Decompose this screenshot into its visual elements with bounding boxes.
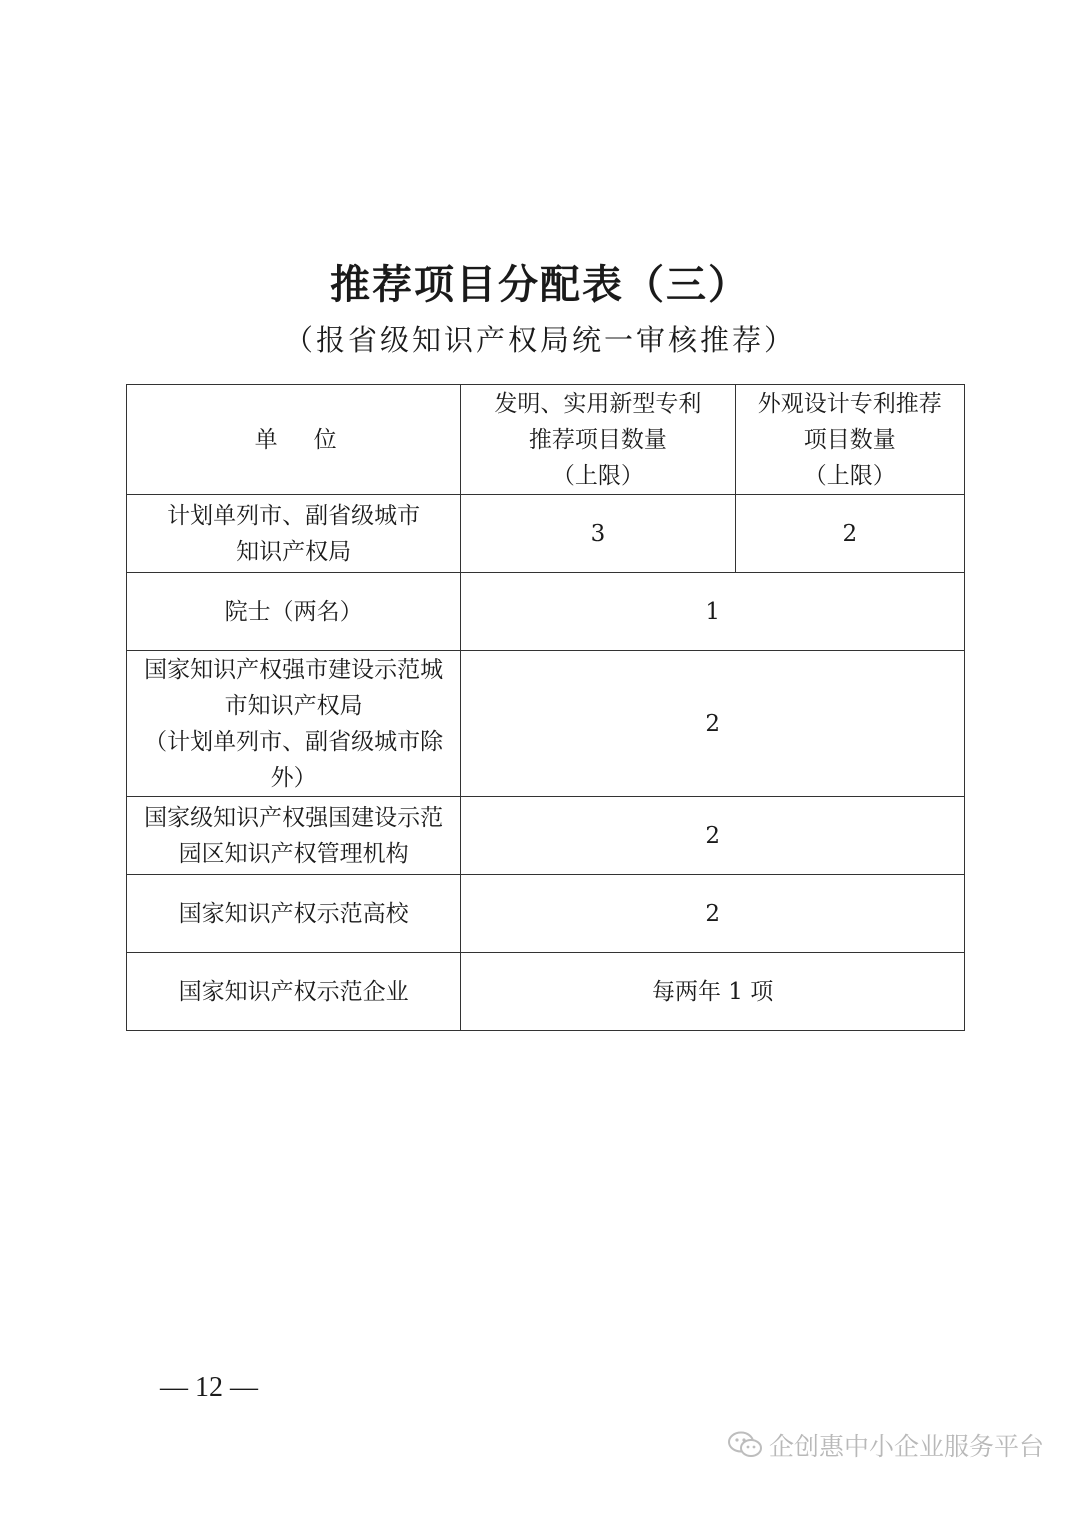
watermark-text: 企创惠中小企业服务平台 (768, 1432, 1044, 1461)
combined-count-cell: 2 (461, 797, 965, 875)
page-subtitle: （报省级知识产权局统一审核推荐） (283, 323, 796, 357)
header-invention: 发明、实用新型专利 推荐项目数量 （上限） (461, 385, 735, 495)
invention-count-cell: 3 (461, 495, 735, 573)
table-row (127, 573, 965, 651)
watermark (727, 1428, 1044, 1462)
unit-cell: 国家知识产权示范企业 (127, 953, 461, 1031)
header-unit: 单位 (127, 385, 461, 495)
unit-cell: 院士（两名） (127, 573, 461, 651)
design-count-cell: 2 (735, 495, 964, 573)
page-title: 推荐项目分配表（三） (330, 261, 750, 308)
combined-count-cell: 1 (461, 573, 965, 651)
page-number: — 12 — (160, 1372, 258, 1403)
unit-cell: 国家级知识产权强国建设示范 园区知识产权管理机构 (127, 797, 461, 875)
table-header-row (127, 385, 965, 495)
table-row (127, 797, 965, 875)
combined-count-cell: 2 (461, 875, 965, 953)
allocation-table (126, 384, 965, 1031)
wechat-icon (727, 1430, 763, 1460)
combined-count-cell: 每两年 1 项 (461, 953, 965, 1031)
combined-count-cell: 2 (461, 651, 965, 797)
table-row (127, 875, 965, 953)
table-row (127, 495, 965, 573)
header-design: 外观设计专利推荐 项目数量 （上限） (735, 385, 964, 495)
unit-cell: 国家知识产权示范高校 (127, 875, 461, 953)
table-row (127, 651, 965, 797)
unit-cell: 国家知识产权强市建设示范城 市知识产权局 （计划单列市、副省级城市除 外） (127, 651, 461, 797)
table-row (127, 953, 965, 1031)
unit-cell: 计划单列市、副省级城市 知识产权局 (127, 495, 461, 573)
